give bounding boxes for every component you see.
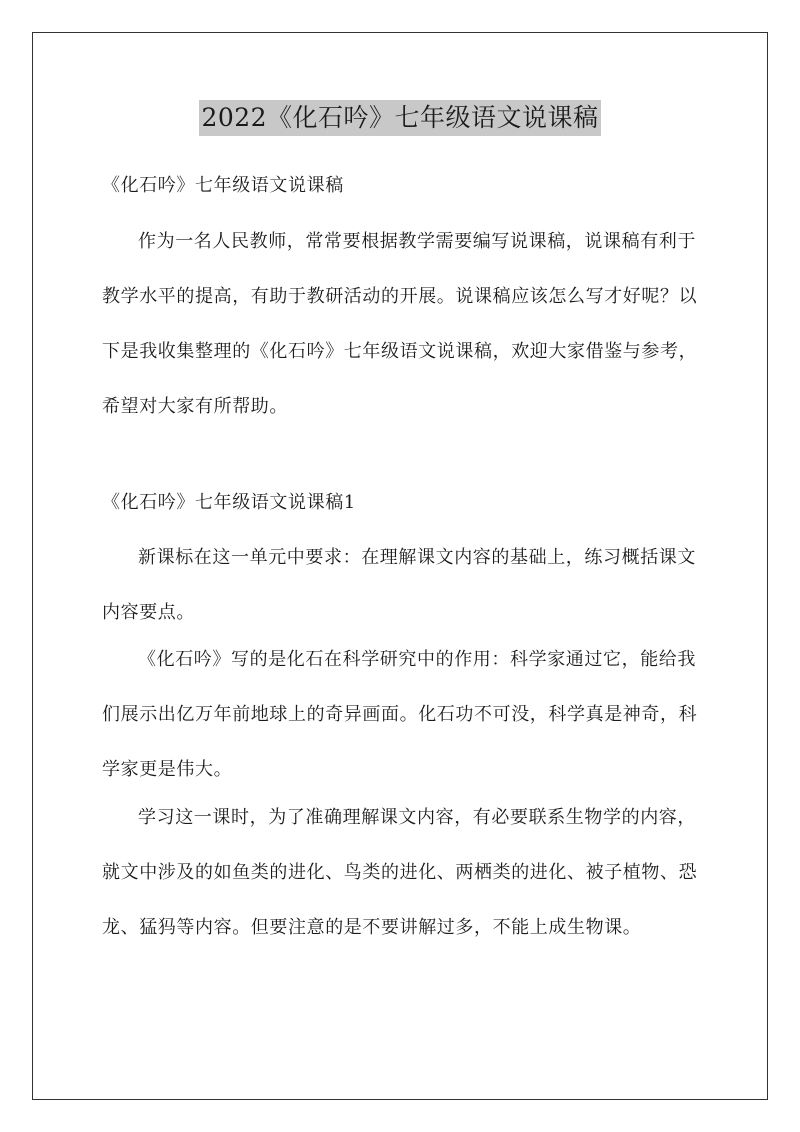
document-title: 2022《化石吟》七年级语文说课稿 — [199, 100, 600, 136]
body-paragraph-2: 《化石吟》写的是化石在科学研究中的作用：科学家通过它，能给我们展示出亿万年前地球上的奇异画面。化石功不可没，科学真是神奇，科学家更是伟大。 — [102, 649, 698, 780]
title-container — [0, 100, 800, 136]
body-paragraph-1: 新课标在这一单元中要求：在理解课文内容的基础上，练习概括课文内容要点。 — [102, 547, 696, 623]
document-subtitle: 《化石吟》七年级语文说课稿 — [102, 175, 344, 196]
body-paragraph-3: 学习这一课时，为了准确理解课文内容，有必要联系生物学的内容，就文中涉及的如鱼类的进化、鸟类的进化、两栖类的进化、被子植物、恐龙、猛犸等内容。但要注意的是不要讲解过多，不能上成生物课。 — [102, 807, 698, 938]
section-heading: 《化石吟》七年级语文说课稿1 — [102, 492, 356, 513]
intro-paragraph: 作为一名人民教师，常常要根据教学需要编写说课稿，说课稿有利于教学水平的提高，有助于教研活动的开展。说课稿应该怎么写才好呢？以下是我收集整理的《化石吟》七年级语文说课稿，欢迎大家借鉴与参考，希望对大家有所帮助。 — [102, 231, 698, 417]
